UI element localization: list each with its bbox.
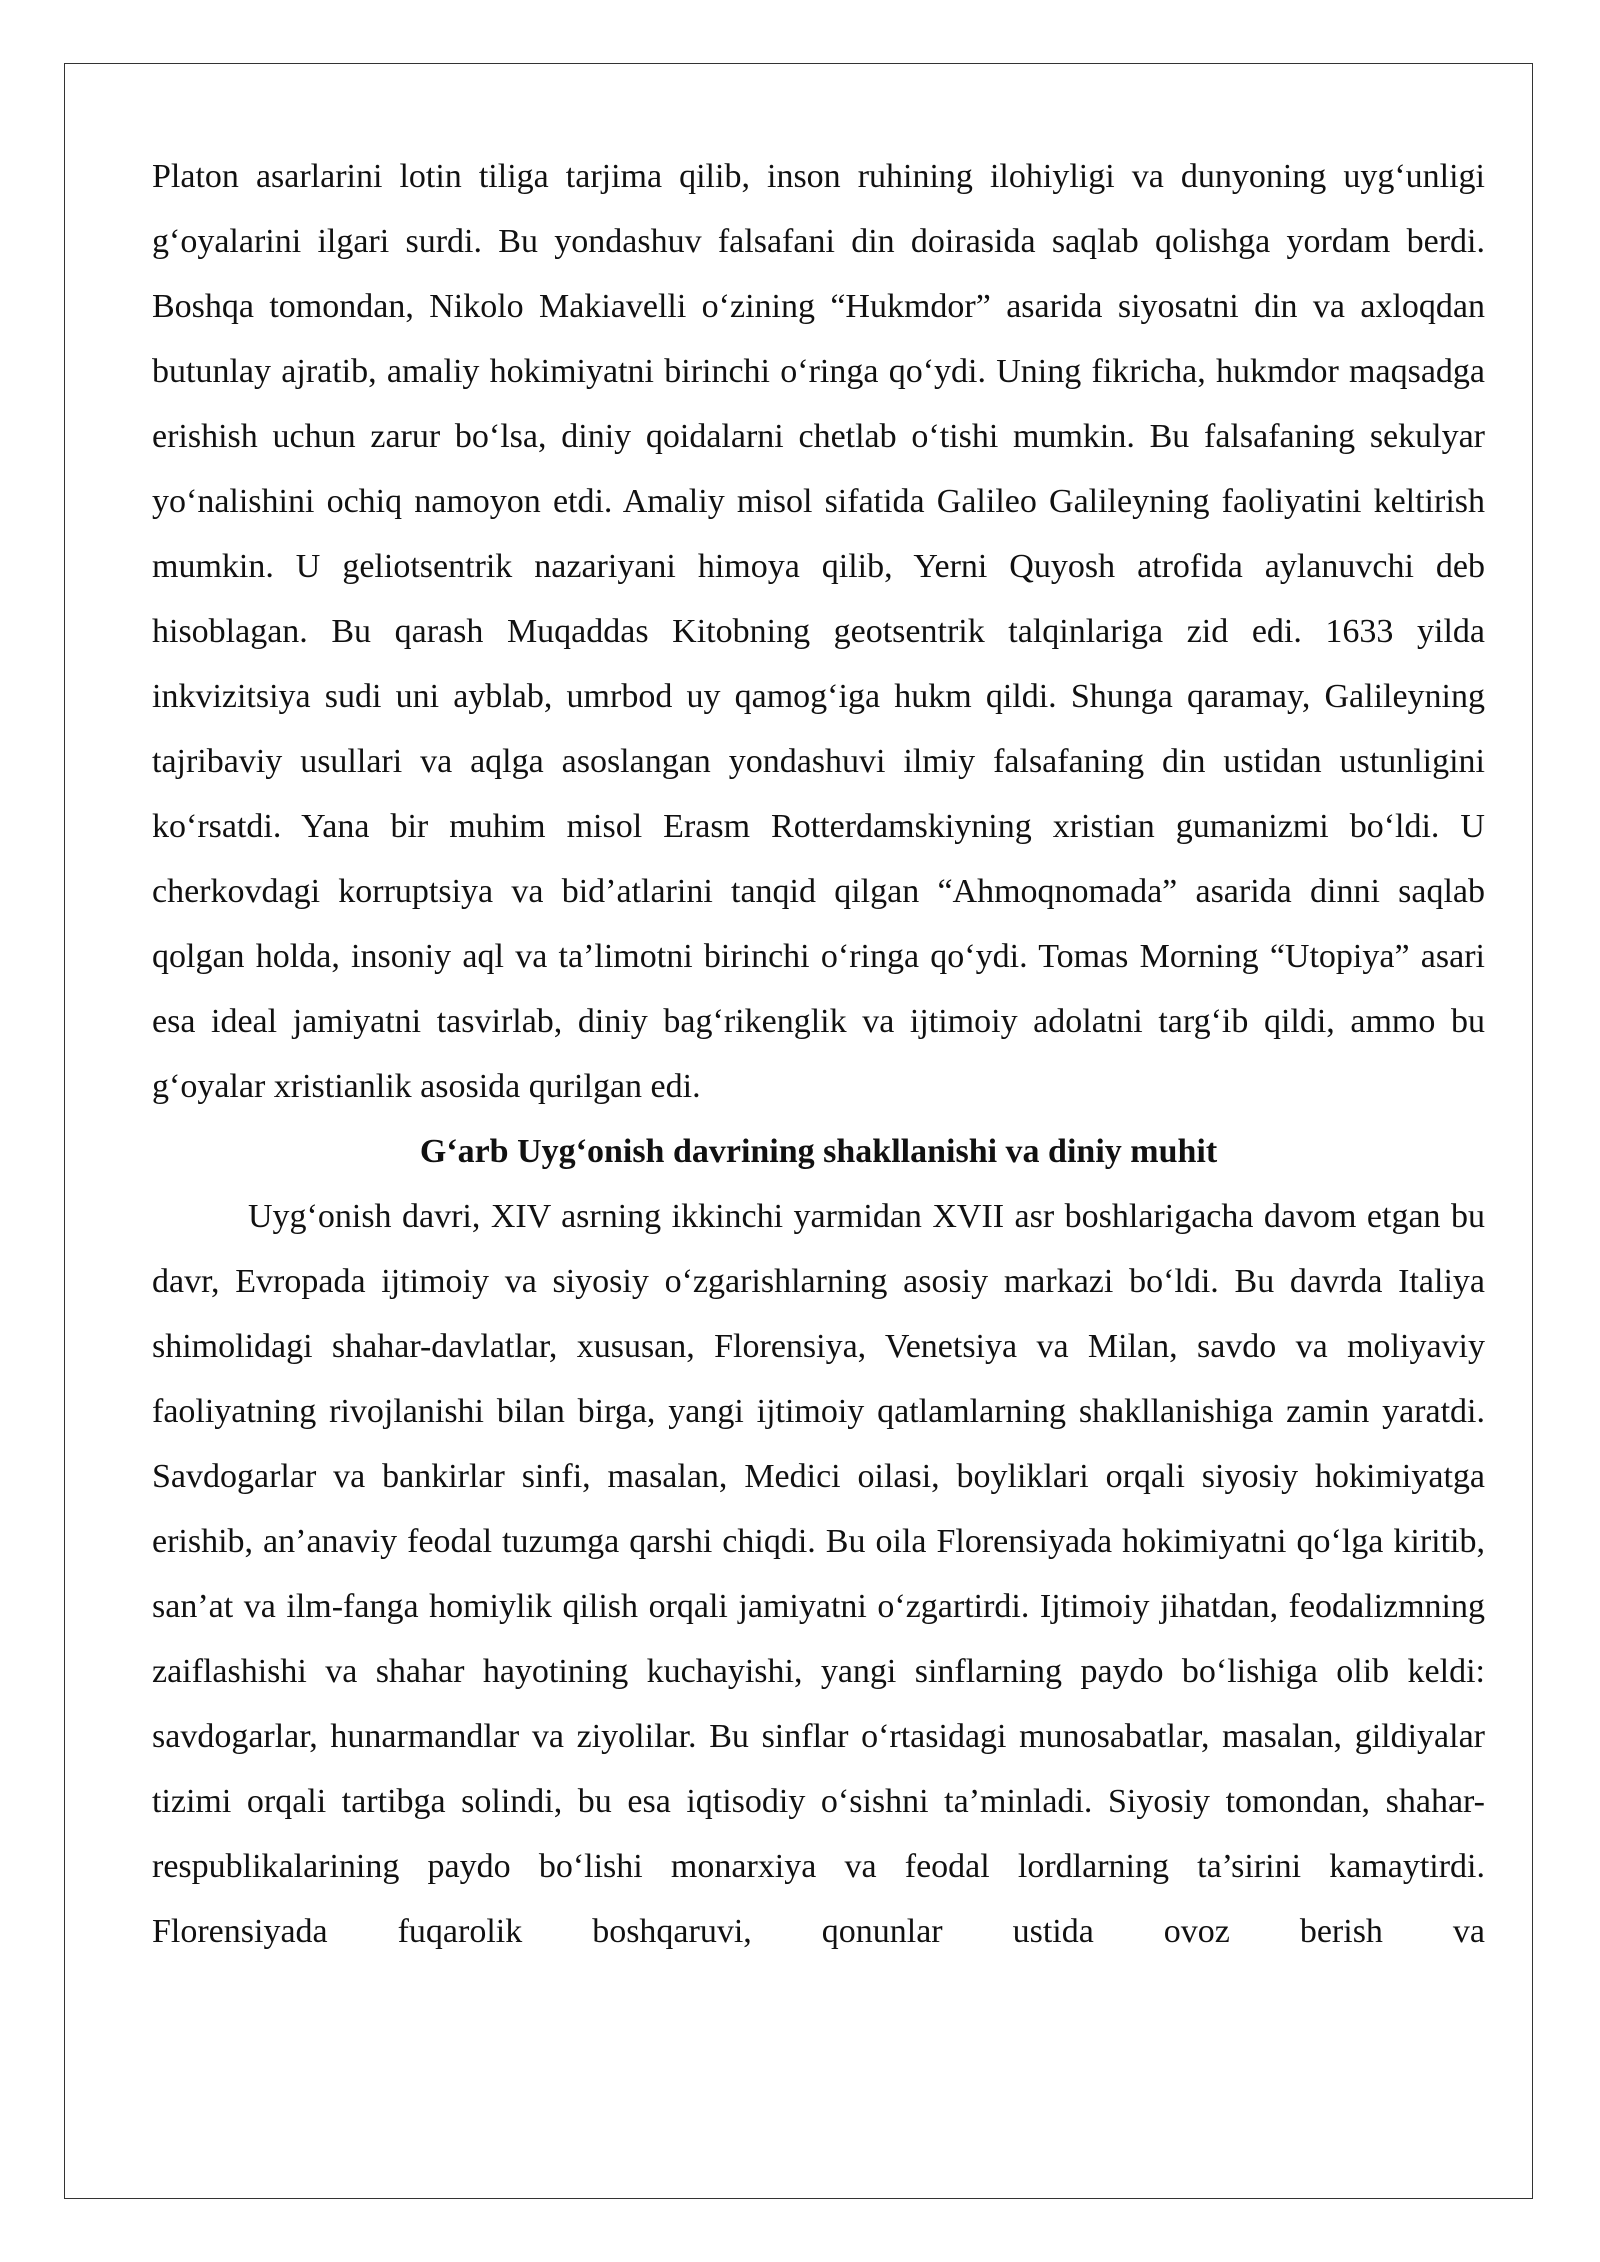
section-heading: G‘arb Uyg‘onish davrining shakllanishi va diniy muhit [419,1133,1218,1170]
paragraph-1: Platon asarlarini lotin tiliga tarjima qilib, inson ruhining ilohiyligi va dunyoning uyg‘unligi g‘oyalarini ilgari surdi. Bu yondashuv falsafani din doirasida saqlab qolishga yordam berdi. Boshqa tomondan, Nikolo Makiavelli o‘zining “Hukmdor” asarida siyosatni din va axloqdan butunlay ajratib, amaliy hokimiyatni birinchi o‘ringa qo‘ydi. Uning fikricha, hukmdor maqsadga erishish uchun zarur bo‘lsa, diniy qoidalarni chetlab o‘tishi mumkin. Bu falsafaning sekulyar yo‘nalishini ochiq namoyon etdi. Amaliy misol sifatida Galileo Galileyning faoliyatini keltirish mumkin. U geliotsentrik nazariyani himoya qilib, Yerni Quyosh atrofida aylanuvchi deb hisoblagan. Bu qarash Muqaddas Kitobning geotsentrik talqinlariga zid edi. 1633 yilda inkvizitsiya sudi uni ayblab, umrbod uy qamog‘iga hukm qildi. Shunga qaramay, Galileyning tajribaviy usullari va aqlga asoslangan yondashuvi ilmiy falsafaning din ustidan ustunligini ko‘rsatdi. Yana bir muhim misol Erasm Rotterdamskiyning xristian gumanizmi bo‘ldi. U cherkovdagi korruptsiya va bid’atlarini tanqid qilgan “Ahmoqnomada” asarida dinni saqlab qolgan holda, insoniy aql va ta’limotni birinchi o‘ringa qo‘ydi. Tomas Morning “Utopiya” asari esa ideal jamiyatni tasvirlab, diniy bag‘rikenglik va ijtimoiy adolatni targ‘ib qildi, ammo bu g‘oyalar xristianlik asosida qurilgan edi. [152,158,1485,1105]
document-body [152,144,1485,1964]
paragraph-2: Uyg‘onish davri, XIV asrning ikkinchi yarmidan XVII asr boshlarigacha davom etgan bu davr, Evropada ijtimoiy va siyosiy o‘zgarishlarning asosiy markazi bo‘ldi. Bu davrda Italiya shimolidagi shahar-davlatlar, xususan, Florensiya, Venetsiya va Milan, savdo va moliyaviy faoliyatning rivojlanishi bilan birga, yangi ijtimoiy qatlamlarning shakllanishiga zamin yaratdi. Savdogarlar va bankirlar sinfi, masalan, Medici oilasi, boyliklari orqali siyosiy hokimiyatga erishib, an’anaviy feodal tuzumga qarshi chiqdi. Bu oila Florensiyada hokimiyatni qo‘lga kiritib, san’at va ilm-fanga homiylik qilish orqali jamiyatni o‘zgartirdi. Ijtimoiy jihatdan, feodalizmning zaiflashishi va shahar hayotining kuchayishi, yangi sinflarning paydo bo‘lishiga olib keldi: savdogarlar, hunarmandlar va ziyolilar. Bu sinflar o‘rtasidagi munosabatlar, masalan, gildiyalar tizimi orqali tartibga solindi, bu esa iqtisodiy o‘sishni ta’minladi. Siyosiy tomondan, shahar-respublikalarining paydo bo‘lishi monarxiya va feodal lordlarning ta’sirini kamaytirdi. Florensiyada fuqarolik boshqaruvi, qonunlar ustida ovoz berish va [152,1198,1485,1950]
